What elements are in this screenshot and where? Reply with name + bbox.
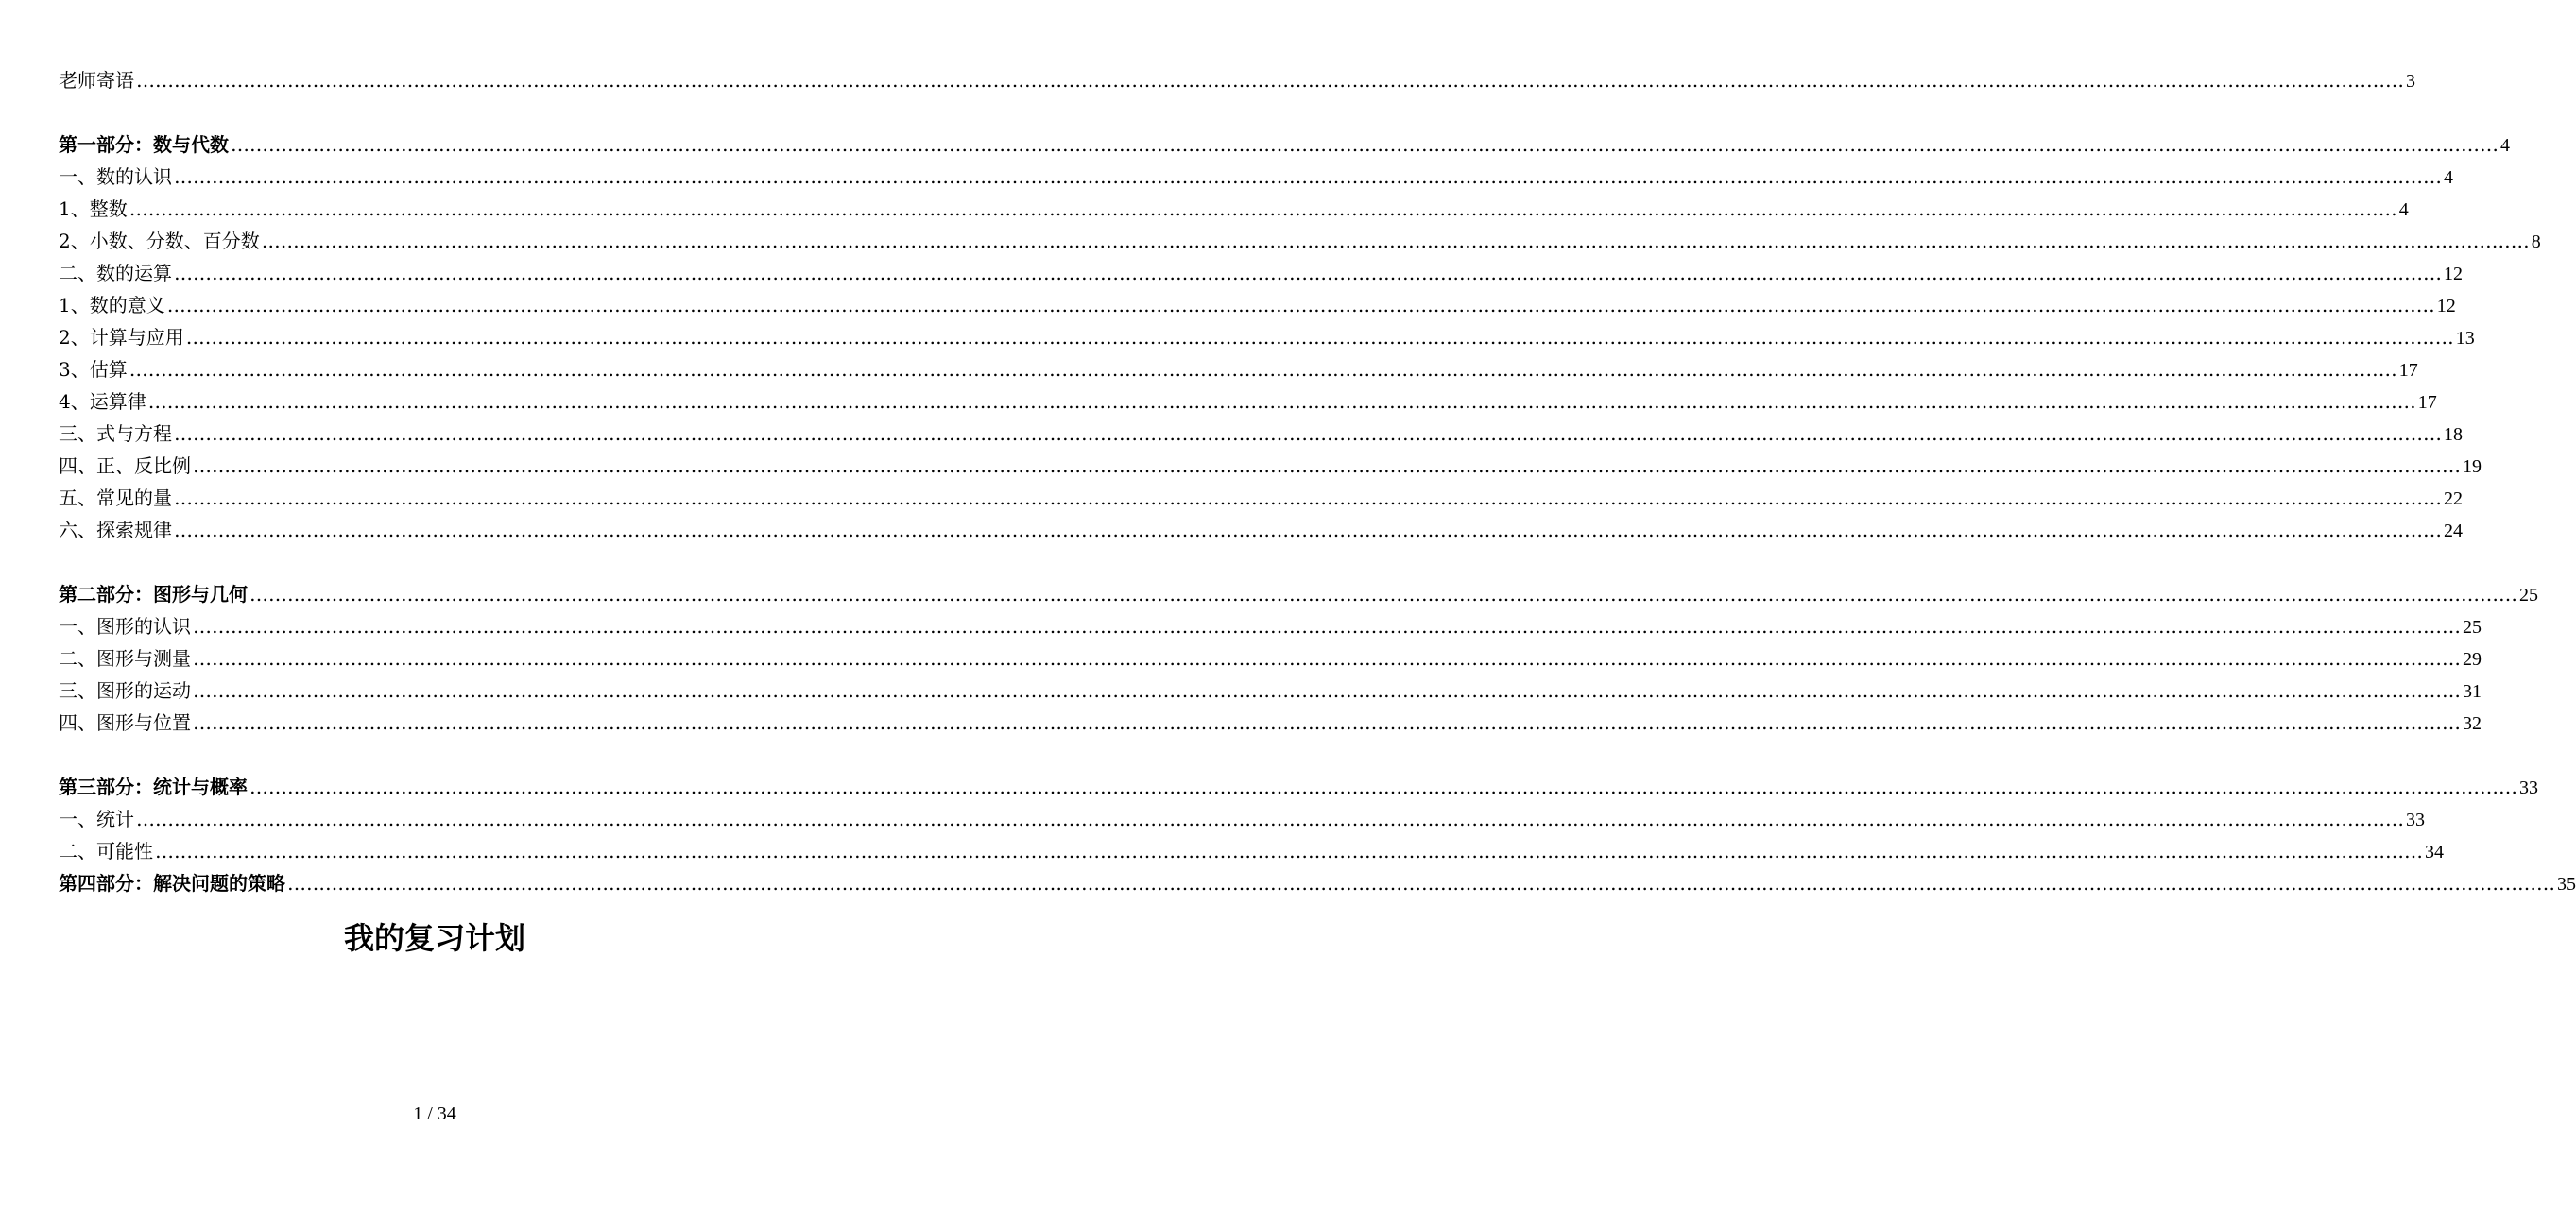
- toc-entry-title: 三、图形的运动: [59, 679, 191, 702]
- toc-entry-page: 29: [2463, 649, 2482, 670]
- toc-entry[interactable]: [59, 835, 2444, 867]
- toc-entry-title: 1、整数: [59, 197, 128, 220]
- toc-dot-leader: ………………………………………………………………………………………………………………………………………………………………………………………………………………………………………………………………………………………………………………………………: [193, 647, 2461, 670]
- toc-entry-page: 31: [2463, 681, 2482, 702]
- toc-entry[interactable]: [59, 257, 2463, 289]
- toc-entry-title: 六、探索规律: [59, 519, 172, 541]
- toc-entry-page: 34: [2425, 842, 2444, 863]
- toc-entry-title: 第四部分：解决问题的策略: [59, 872, 285, 895]
- toc-entry-title: 二、可能性: [59, 840, 153, 863]
- toc-dot-leader: ………………………………………………………………………………………………………………………………………………………………………………………………………………………………………………………………………………………………………………………………: [174, 519, 2442, 541]
- toc-entry-page: 32: [2463, 713, 2482, 734]
- toc-entry-title: 四、正、反比例: [59, 454, 191, 477]
- toc-entry-page: 4: [2398, 199, 2409, 220]
- toc-entry-page: 25: [2519, 585, 2538, 606]
- toc-dot-leader: ………………………………………………………………………………………………………………………………………………………………………………………………………………………………………………………………………………………………………………………………: [166, 294, 2435, 316]
- toc-dot-leader: ………………………………………………………………………………………………………………………………………………………………………………………………………………………………………………………………………………………………………………………………: [249, 776, 2517, 798]
- toc-dot-leader: ………………………………………………………………………………………………………………………………………………………………………………………………………………………………………………………………………………………………………………………………: [147, 390, 2416, 413]
- toc-entry[interactable]: [59, 64, 2415, 96]
- toc-entry-page: 4: [2500, 135, 2510, 156]
- toc-entry-title: 1、数的意义: [59, 294, 165, 316]
- toc-dot-leader: ………………………………………………………………………………………………………………………………………………………………………………………………………………………………………………………………………………………………………………………………: [174, 165, 2442, 188]
- toc-dot-leader: ………………………………………………………………………………………………………………………………………………………………………………………………………………………………………………………………………………………………………………………………: [174, 422, 2442, 445]
- toc-entry[interactable]: [59, 385, 2437, 418]
- toc-entry[interactable]: [59, 289, 2456, 321]
- toc-dot-leader: ………………………………………………………………………………………………………………………………………………………………………………………………………………………………………………………………………………………………………………………………: [136, 69, 2404, 92]
- toc-dot-leader: ………………………………………………………………………………………………………………………………………………………………………………………………………………………………………………………………………………………………………………………………: [261, 230, 2530, 252]
- toc-entry[interactable]: [59, 225, 2541, 257]
- toc-entry[interactable]: [59, 321, 2475, 353]
- toc-entry-page: 3: [2406, 71, 2415, 92]
- toc-dot-leader: ………………………………………………………………………………………………………………………………………………………………………………………………………………………………………………………………………………………………………………………………: [193, 679, 2461, 702]
- toc-entry[interactable]: [59, 128, 2510, 161]
- toc-entry[interactable]: [59, 418, 2463, 450]
- toc-entry-title: 一、数的认识: [59, 165, 172, 188]
- toc-entry-page: 4: [2444, 167, 2453, 188]
- plan-title: 我的复习计划: [343, 920, 525, 956]
- toc-entry-page: 19: [2463, 456, 2482, 477]
- toc-entry-page: 24: [2444, 521, 2463, 541]
- toc-entry-page: 35: [2557, 874, 2576, 895]
- toc-entry-title: 二、数的运算: [59, 262, 172, 284]
- toc-entry[interactable]: [59, 450, 2482, 482]
- toc-entry[interactable]: [59, 482, 2463, 514]
- toc-entry-page: 33: [2519, 777, 2538, 798]
- toc-entry-title: 一、图形的认识: [59, 615, 191, 638]
- toc-entry[interactable]: [59, 803, 2425, 835]
- toc-entry[interactable]: [59, 771, 2538, 803]
- toc-dot-leader: ………………………………………………………………………………………………………………………………………………………………………………………………………………………………………………………………………………………………………………………………: [231, 133, 2499, 156]
- toc-entry[interactable]: [59, 867, 2576, 899]
- page-number: 1 / 34: [413, 1103, 456, 1124]
- toc-entry[interactable]: [59, 642, 2482, 675]
- toc-entry-title: 2、小数、分数、百分数: [59, 230, 260, 252]
- toc-entry-page: 17: [2417, 392, 2437, 413]
- toc-entry-title: 3、估算: [59, 358, 128, 381]
- toc-dot-leader: ………………………………………………………………………………………………………………………………………………………………………………………………………………………………………………………………………………………………………………………………: [174, 487, 2442, 509]
- toc-entry-title: 五、常见的量: [59, 487, 172, 509]
- toc-dot-leader: ………………………………………………………………………………………………………………………………………………………………………………………………………………………………………………………………………………………………………………………………: [136, 808, 2404, 830]
- toc-entry-title: 第三部分：统计与概率: [59, 776, 248, 798]
- toc-entry-title: 三、式与方程: [59, 422, 172, 445]
- toc-dot-leader: ………………………………………………………………………………………………………………………………………………………………………………………………………………………………………………………………………………………………………………………………: [193, 615, 2461, 638]
- toc-entry-page: 25: [2463, 617, 2482, 638]
- toc-entry-title: 一、统计: [59, 808, 134, 830]
- toc-entry-title: 四、图形与位置: [59, 711, 191, 734]
- toc-entry-page: 22: [2444, 488, 2463, 509]
- toc-entry-page: 8: [2531, 231, 2541, 252]
- toc-entry-page: 18: [2444, 424, 2463, 445]
- toc-entry-title: 二、图形与测量: [59, 647, 191, 670]
- toc-entry-page: 12: [2436, 296, 2456, 316]
- table-of-contents: [59, 64, 2576, 899]
- toc-entry-title: 老师寄语: [59, 69, 134, 92]
- toc-entry[interactable]: [59, 707, 2482, 739]
- toc-entry[interactable]: [59, 578, 2538, 610]
- toc-entry-title: 4、运算律: [59, 390, 146, 413]
- toc-entry[interactable]: [59, 353, 2418, 385]
- toc-dot-leader: ………………………………………………………………………………………………………………………………………………………………………………………………………………………………………………………………………………………………………………………………: [129, 358, 2397, 381]
- toc-dot-leader: ………………………………………………………………………………………………………………………………………………………………………………………………………………………………………………………………………………………………………………………………: [287, 872, 2555, 895]
- toc-entry-title: 2、计算与应用: [59, 326, 184, 349]
- toc-dot-leader: ………………………………………………………………………………………………………………………………………………………………………………………………………………………………………………………………………………………………………………………………: [193, 454, 2461, 477]
- toc-entry[interactable]: [59, 161, 2453, 193]
- toc-entry-title: 第一部分：数与代数: [59, 133, 229, 156]
- toc-entry[interactable]: [59, 610, 2482, 642]
- toc-entry-page: 17: [2398, 360, 2418, 381]
- toc-dot-leader: ………………………………………………………………………………………………………………………………………………………………………………………………………………………………………………………………………………………………………………………………: [249, 583, 2517, 606]
- toc-entry-page: 33: [2406, 810, 2425, 830]
- toc-dot-leader: ………………………………………………………………………………………………………………………………………………………………………………………………………………………………………………………………………………………………………………………………: [185, 326, 2454, 349]
- toc-dot-leader: ………………………………………………………………………………………………………………………………………………………………………………………………………………………………………………………………………………………………………………………………: [193, 711, 2461, 734]
- toc-dot-leader: ………………………………………………………………………………………………………………………………………………………………………………………………………………………………………………………………………………………………………………………………: [155, 840, 2423, 863]
- toc-entry-page: 13: [2455, 328, 2475, 349]
- toc-dot-leader: ………………………………………………………………………………………………………………………………………………………………………………………………………………………………………………………………………………………………………………………………: [129, 197, 2397, 220]
- toc-entry[interactable]: [59, 675, 2482, 707]
- toc-entry[interactable]: [59, 193, 2409, 225]
- toc-entry[interactable]: [59, 514, 2463, 546]
- toc-dot-leader: ………………………………………………………………………………………………………………………………………………………………………………………………………………………………………………………………………………………………………………………………: [174, 262, 2442, 284]
- toc-entry-page: 12: [2444, 264, 2463, 284]
- toc-entry-title: 第二部分：图形与几何: [59, 583, 248, 606]
